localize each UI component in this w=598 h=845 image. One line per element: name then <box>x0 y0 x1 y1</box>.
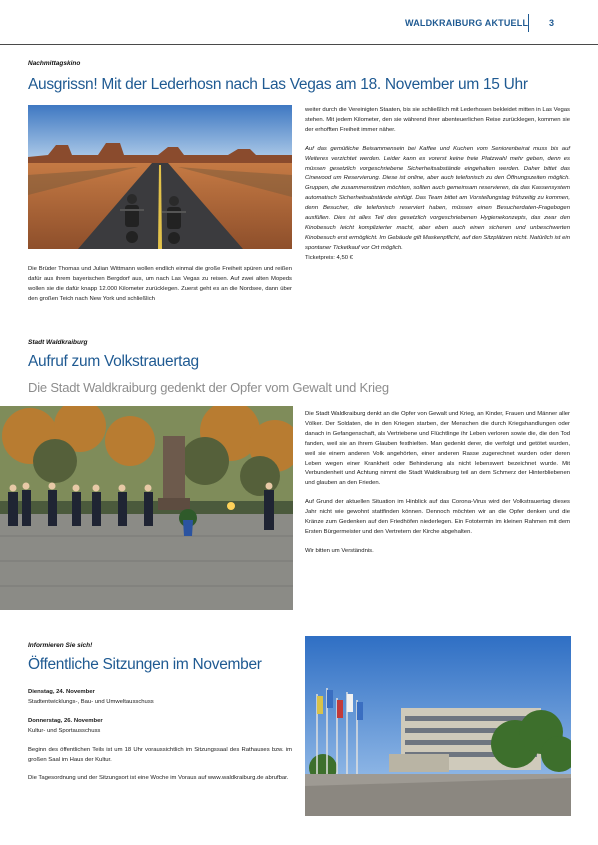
meeting-date-1: Dienstag, 24. November <box>28 689 95 695</box>
article1-kicker: Nachmittagskino <box>28 60 81 67</box>
article2-subhead: Die Stadt Waldkraiburg gedenkt der Opfer vom Gewalt und Krieg <box>28 380 389 395</box>
ticket-price: Ticketpreis: 4,50 € <box>305 254 353 261</box>
article1-headline: Ausgrissn! Mit der Lederhosn nach Las Vegas am 18. November um 15 Uhr <box>28 76 528 93</box>
article3-text-1: Beginn des öffentlichen Teils ist um 18 Uhr voraussichtlich im Sitzungssaal des Rathauses bzw. im großen Saal im Haus der Kultur. <box>28 746 292 763</box>
header-rule <box>0 44 598 45</box>
article2-text-2: Auf Grund der aktuellen Situation im Hinblick auf das Corona-Virus wird der Volkstrauertag dieses Jahr nicht wie gewohnt stattfinden können. Dennoch möchten wir an die Opfer denken und die Kränze zum Gedenken auf den Friedhöfen niederlegen. Ein Fototermin im kleinen Rahmen mit dem Ersten Bürgermeister und den Vertretern der Kirche abgehalten. <box>305 499 570 535</box>
article3-headline: Öffentliche Sitzungen im November <box>28 656 262 673</box>
article3-kicker: Informieren Sie sich! <box>28 642 93 649</box>
article1-right-text-1: weiter durch die Vereinigten Staaten, bis sie schließlich mit Lederhosen bekleidet mitten in Las Vegas stehen. Mit jedem Kilometer, den sie während ihrer abenteuerlichen Reise zurücklegen, kommen sie der erhofften Freiheit immer näher. <box>305 107 570 133</box>
article3-text-2: Die Tagesordnung und der Sitzungsort ist eine Woche im Voraus auf www.waldkraiburg.de abrufbar. <box>28 775 289 782</box>
header-divider <box>528 14 529 32</box>
article1-right-column <box>305 106 570 264</box>
section-title: WALDKRAIBURG AKTUELL <box>405 18 529 28</box>
town-hall-photo <box>305 636 571 816</box>
article3-text-column <box>28 688 292 784</box>
article1-right-text-2: Auf das gemütliche Beisammensein bei Kaffee und Kuchen vom Seniorenbeirat muss bis auf Weiteres verzichtet werden. Leider kann es vorerst keine freie Platzwahl mehr geben, denn es müssen gesetzlich vorgeschriebene Sicherheitsabstände eingehalten werden. Daher bittet das Cinewood um Reservierung. Diese ist online, aber auch telefonisch zu den Öffnungszeiten möglich. Gruppen, die zusammensitzen möchten, sollten auch gemeinsam reservieren, da das Kassensystem automatisch Sicherheitsabstände einfügt. Das Team bittet am Vorstellungstag frühzeitig zu kommen, denn Besucher, die telefonisch reserviert haben, müssen einen Besucherdaten-Fragebogen ausfüllen. Dies ist alles Teil des gesetzlich vorgeschriebenen Hygienekonzepts, das zwar den Kinobesuch leicht komplizierter macht, aber eben auch einen sicheren und unbeschwerten Kinobesuch erst ermöglicht. Im Gebäude gilt Maskenpflicht, auf den Sitzplätzen nicht. Natürlich ist ein spontaner Ticketkauf vor Ort möglich. <box>305 145 570 251</box>
motorcycle-road-photo <box>28 105 292 249</box>
meeting-committee-1: Stadtentwicklungs-, Bau- und Umweltausschuss <box>28 698 154 705</box>
article2-kicker: Stadt Waldkraiburg <box>28 339 88 346</box>
meeting-committee-2: Kultur- und Sportausschuss <box>28 727 101 734</box>
memorial-ceremony-photo <box>0 406 293 610</box>
article1-left-text: Die Brüder Thomas und Julian Wittmann wollen endlich einmal die große Freiheit spüren und reißen dafür aus ihrem bayerischen Bergdorf aus, um nach Las Vegas zu reisen. Auf zwei alten Mopeds wollen sie die dafür knapp 12.000 Kilometer zurücklegen. Zuerst geht es an die Nordsee, dann über den großen Teich nach New York und schließlich <box>28 266 292 302</box>
article2-text-1: Die Stadt Waldkraiburg denkt an die Opfer von Gewalt und Krieg, an Kinder, Frauen und Männer aller Völker. Der Soldaten, die in den Kriegen starben, der Menschen die durch Kriegshandlungen oder danach in Gefangenschaft, als Vertriebene und Flüchtlinge ihr Leben verloren sowie die, die den Tod fanden, weil sie an ihrem Glauben festhielten. Man gedenkt derer, die verfolgt und getötet wurden, weil sie einem anderen Volk angehörten, einer anderen Rasse zugerechnet wurden oder deren Leben wegen einer Krankheit oder Behinderung als nicht lebenswert bezeichnet wurde. Mit Verbundenheit und Achtung nimmt die Stadt Waldkraiburg teil an dem Schmerz der Hinterbliebenen und glauben an den Frieden. <box>305 411 570 487</box>
article2-headline: Aufruf zum Volkstrauertag <box>28 353 199 370</box>
meeting-date-2: Donnerstag, 26. November <box>28 717 103 724</box>
page-number: 3 <box>549 18 555 28</box>
article2-text-3: Wir bitten um Verständnis. <box>305 547 374 554</box>
article2-text-column <box>305 410 570 557</box>
